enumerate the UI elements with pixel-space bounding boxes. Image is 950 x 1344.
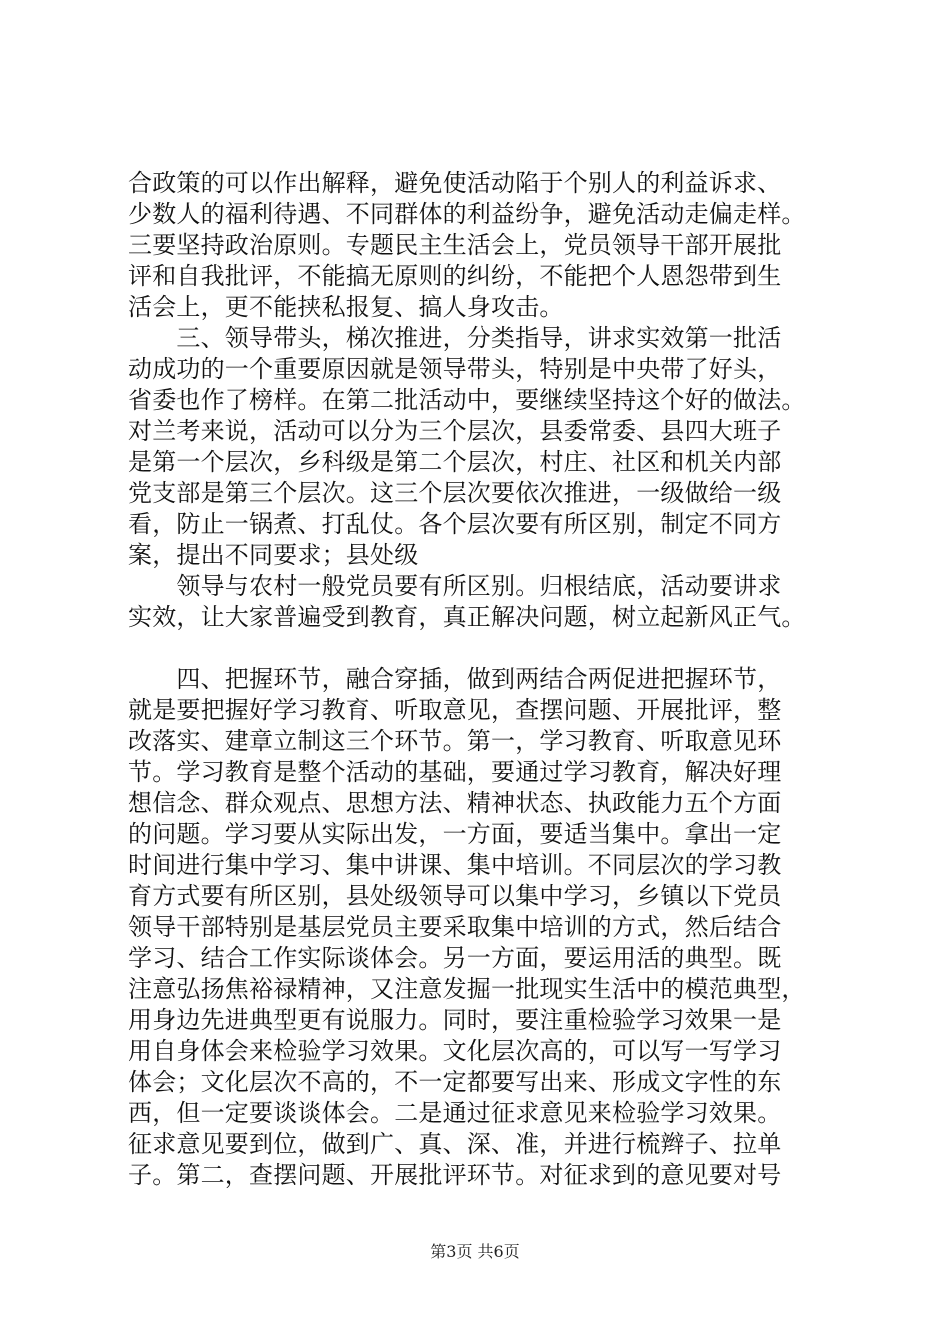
text-line: 领导与农村一般党员要有所区别。归根结底，活动要讲求 <box>128 572 782 600</box>
text-line: 西，但一定要谈谈体会。二是通过征求意见来检验学习效果。 <box>128 1099 782 1127</box>
text-line: 四、把握环节，融合穿插，做到两结合两促进把握环节， <box>128 665 782 693</box>
text-line: 是第一个层次，乡科级是第二个层次，村庄、社区和机关内部 <box>128 448 782 476</box>
text-line: 征求意见要到位，做到广、真、深、准，并进行梳辫子、拉单 <box>128 1130 782 1158</box>
text-line: 看，防止一锅煮、打乱仗。各个层次要有所区别，制定不同方 <box>128 510 782 538</box>
text-line: 体会；文化层次不高的，不一定都要写出来、形成文字性的东 <box>128 1068 782 1096</box>
text-line: 合政策的可以作出解释，避免使活动陷于个别人的利益诉求、 <box>128 169 782 197</box>
text-line: 动成功的一个重要原因就是领导带头，特别是中央带了好头， <box>128 355 782 383</box>
text-line: 的问题。学习要从实际出发，一方面，要适当集中。拿出一定 <box>128 820 782 848</box>
text-line: 想信念、群众观点、思想方法、精神状态、执政能力五个方面 <box>128 789 782 817</box>
text-line: 评和自我批评，不能搞无原则的纠纷，不能把个人恩怨带到生 <box>128 262 782 290</box>
text-line: 三、领导带头，梯次推进，分类指导，讲求实效第一批活 <box>128 324 782 352</box>
text-line: 案，提出不同要求；县处级 <box>128 541 419 569</box>
text-line: 节。学习教育是整个活动的基础，要通过学习教育，解决好理 <box>128 758 782 786</box>
text-line: 少数人的福利待遇、不同群体的利益纷争，避免活动走偏走样。 <box>128 200 806 228</box>
text-line: 省委也作了榜样。在第二批活动中，要继续坚持这个好的做法。 <box>128 386 806 414</box>
text-line: 改落实、建章立制这三个环节。第一，学习教育、听取意见环 <box>128 727 782 755</box>
text-line: 实效，让大家普遍受到教育，真正解决问题，树立起新风正气。 <box>128 603 806 631</box>
text-line: 子。第二，查摆问题、开展批评环节。对征求到的意见要对号 <box>128 1161 782 1189</box>
text-line: 党支部是第三个层次。这三个层次要依次推进，一级做给一级 <box>128 479 782 507</box>
text-line: 用自身体会来检验学习效果。文化层次高的，可以写一写学习 <box>128 1037 782 1065</box>
text-line <box>128 633 848 664</box>
text-line: 就是要把握好学习教育、听取意见，查摆问题、开展批评，整 <box>128 696 782 724</box>
text-line: 对兰考来说，活动可以分为三个层次，县委常委、县四大班子 <box>128 417 782 445</box>
text-line: 注意弘扬焦裕禄精神，又注意发掘一批现实生活中的模范典型， <box>128 975 806 1003</box>
body-text <box>128 168 848 1191</box>
text-line: 学习、结合工作实际谈体会。另一方面，要运用活的典型。既 <box>128 944 782 972</box>
text-line: 活会上，更不能挟私报复、搞人身攻击。 <box>128 293 564 321</box>
page-footer: 第3页 共6页 <box>430 1242 520 1261</box>
text-line: 育方式要有所区别，县处级领导可以集中学习，乡镇以下党员 <box>128 882 782 910</box>
text-line: 三要坚持政治原则。专题民主生活会上，党员领导干部开展批 <box>128 231 782 259</box>
text-line: 时间进行集中学习、集中讲课、集中培训。不同层次的学习教 <box>128 851 782 879</box>
text-line: 领导干部特别是基层党员主要采取集中培训的方式，然后结合 <box>128 913 782 941</box>
text-line: 用身边先进典型更有说服力。同时，要注重检验学习效果一是 <box>128 1006 782 1034</box>
